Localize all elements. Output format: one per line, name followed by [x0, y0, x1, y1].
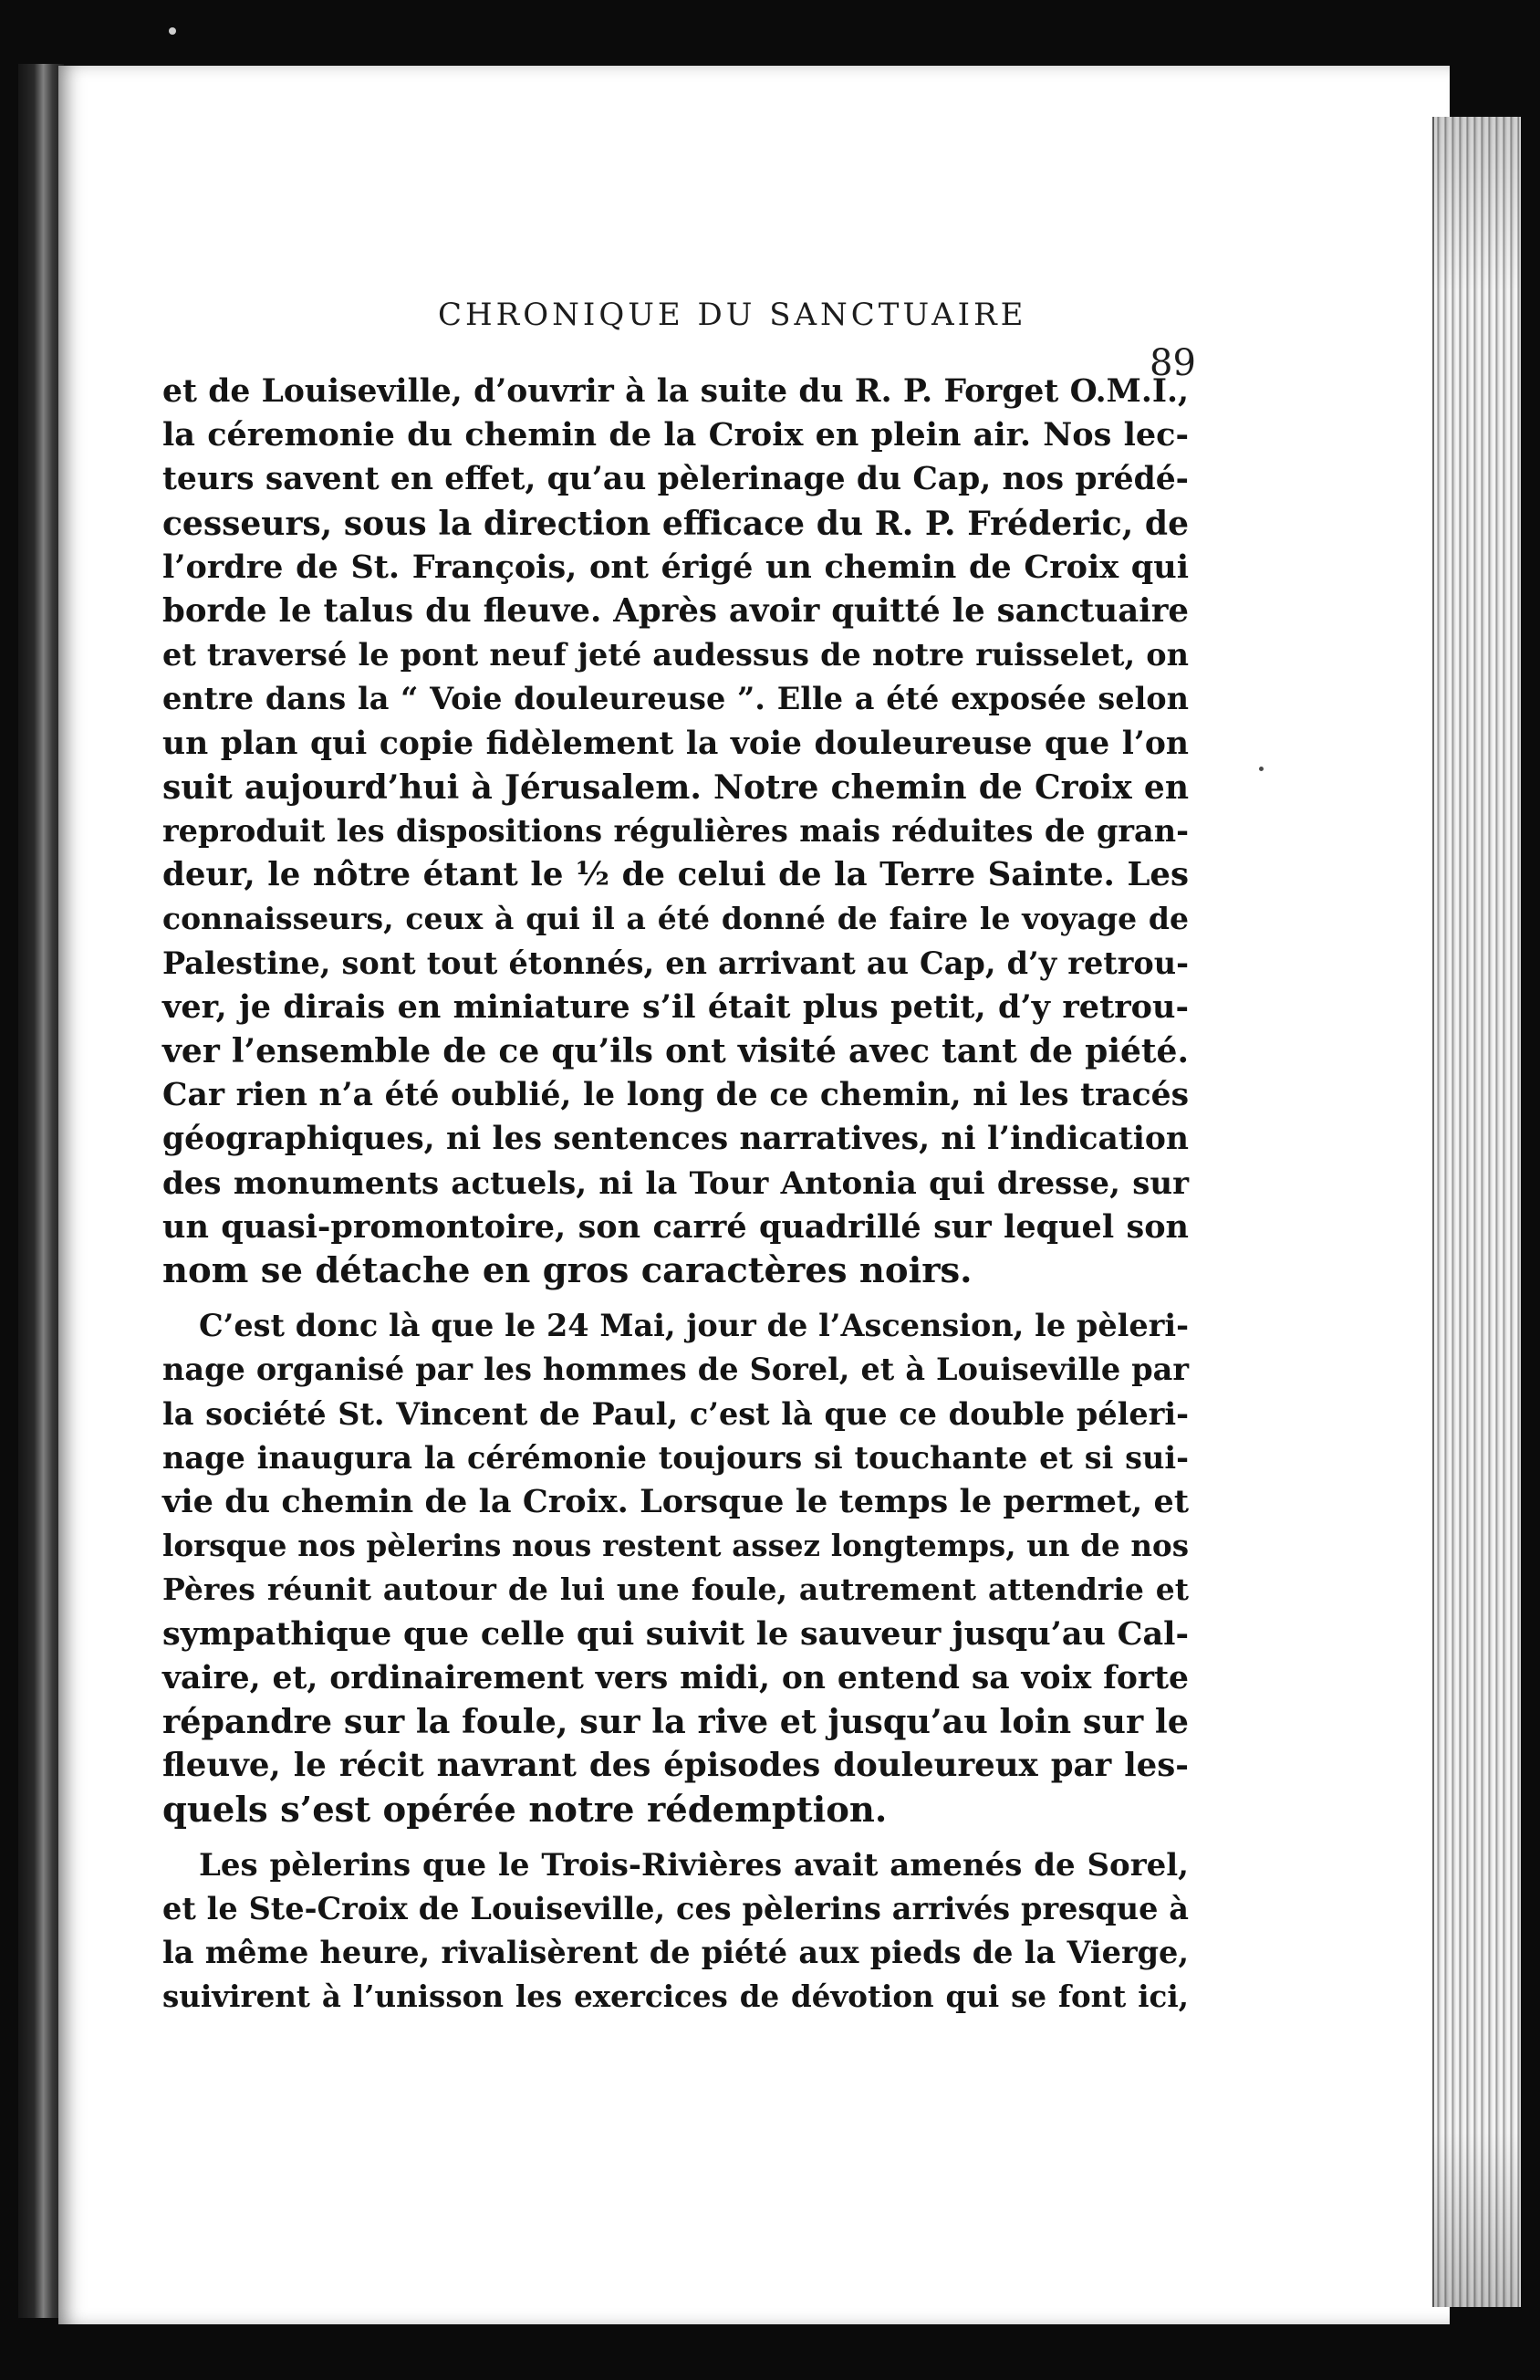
- text-line: suit aujourd’hui à Jérusalem. Notre chemin de Croix en: [162, 767, 1189, 807]
- text-line: un quasi-promontoire, son carré quadrillé sur lequel son: [162, 1207, 1189, 1246]
- text-line: fleuve, le récit navrant des épisodes douleureux par les-: [162, 1747, 1189, 1785]
- text-line: ver, je dirais en miniature s’il était plus petit, d’y retrou-: [162, 987, 1189, 1026]
- text-line: vaire, et, ordinairement vers midi, on entend sa voix forte: [162, 1659, 1189, 1696]
- text-line: Pères réunit autour de lui une foule, autrement attendrie et: [162, 1571, 1189, 1608]
- paragraph-gap: [162, 1293, 1189, 1304]
- text-line: vie du chemin de la Croix. Lorsque le temps le permet, et: [162, 1483, 1189, 1521]
- text-line: et de Louiseville, d’ouvrir à la suite du R. P. Forget O.M.I.,: [162, 373, 1189, 410]
- text-line: sympathique que celle qui suivit le sauveur jusqu’au Cal-: [162, 1614, 1189, 1653]
- text-line: Les pèlerins que le Trois-Rivières avait amenés de Sorel,: [199, 1846, 1189, 1884]
- text-line: géographiques, ni les sentences narratives, ni l’indication: [162, 1121, 1189, 1158]
- text-line: lorsque nos pèlerins nous restent assez longtemps, un de nos: [162, 1528, 1189, 1564]
- text-line: entre dans la “ Voie douleureuse ”. Elle a été exposée selon: [162, 681, 1189, 717]
- text-line: et le Ste-Croix de Louiseville, ces pèlerins arrivés presque à: [162, 1890, 1189, 1926]
- text-line: C’est donc là que le 24 Mai, jour de l’Ascension, le pèleri-: [199, 1308, 1189, 1344]
- margin-speck: [1259, 767, 1264, 771]
- running-title: CHRONIQUE DU SANCTUAIRE: [438, 297, 1027, 333]
- text-line: la société St. Vincent de Paul, c’est là que ce double péleri-: [162, 1395, 1189, 1432]
- text-line: ver l’ensemble de ce qu’ils ont visité avec tant de piété.: [162, 1032, 1189, 1071]
- text-line: la même heure, rivalisèrent de piété aux pieds de la Vierge,: [162, 1935, 1189, 1971]
- text-line: connaisseurs, ceux à qui il a été donné de faire le voyage de: [162, 901, 1189, 937]
- text-line: nage inaugura la cérémonie toujours si touchante et si sui-: [162, 1439, 1189, 1476]
- left-page-gutter: [18, 64, 64, 2318]
- text-line: reproduit les dispositions régulières mais réduites de gran-: [162, 813, 1189, 850]
- text-line: Palestine, sont tout étonnés, en arrivant au Cap, d’y retrou-: [162, 945, 1189, 981]
- paragraph-2: [162, 1304, 1189, 1832]
- page-number: 89: [1150, 342, 1196, 384]
- text-line: l’ordre de St. François, ont érigé un chemin de Croix qui: [162, 548, 1189, 586]
- text-line: nage organisé par les hommes de Sorel, et à Louiseville par: [162, 1352, 1189, 1388]
- text-line: la céremonie du chemin de la Croix en plein air. Nos lec-: [162, 416, 1189, 454]
- text-line: un plan qui copie fidèlement la voie douleureuse que l’on: [162, 725, 1189, 762]
- text-line: deur, le nôtre étant le ½ de celui de la Terre Sainte. Les: [162, 856, 1189, 894]
- paragraph-1: [162, 370, 1189, 1293]
- scan-speck: [169, 27, 176, 35]
- text-line: répandre sur la foule, sur la rive et jusqu’au loin sur le: [162, 1702, 1189, 1742]
- right-page-edges-shadow: [1432, 117, 1519, 2307]
- text-line: nom se détache en gros caractères noirs.: [162, 1250, 973, 1292]
- paragraph-3: [162, 1843, 1189, 2020]
- text-line: suivirent à l’unisson les exercices de dévotion qui se font ici,: [162, 1978, 1189, 2015]
- body-text: [162, 370, 1189, 2020]
- text-line: quels s’est opérée notre rédemption.: [162, 1789, 888, 1831]
- paragraph-gap: [162, 1832, 1189, 1843]
- text-line: borde le talus du fleuve. Après avoir quitté le sanctuaire: [162, 592, 1189, 631]
- text-line: cesseurs, sous la direction efficace du R. P. Fréderic, de: [162, 504, 1189, 543]
- text-line: des monuments actuels, ni la Tour Antonia qui dresse, sur: [162, 1164, 1189, 1202]
- text-line: teurs savent en effet, qu’au pèlerinage du Cap, nos prédé-: [162, 461, 1189, 498]
- text-line: et traversé le pont neuf jeté audessus de notre ruisselet, on: [162, 637, 1189, 673]
- text-line: Car rien n’a été oublié, le long de ce chemin, ni les tracés: [162, 1077, 1189, 1114]
